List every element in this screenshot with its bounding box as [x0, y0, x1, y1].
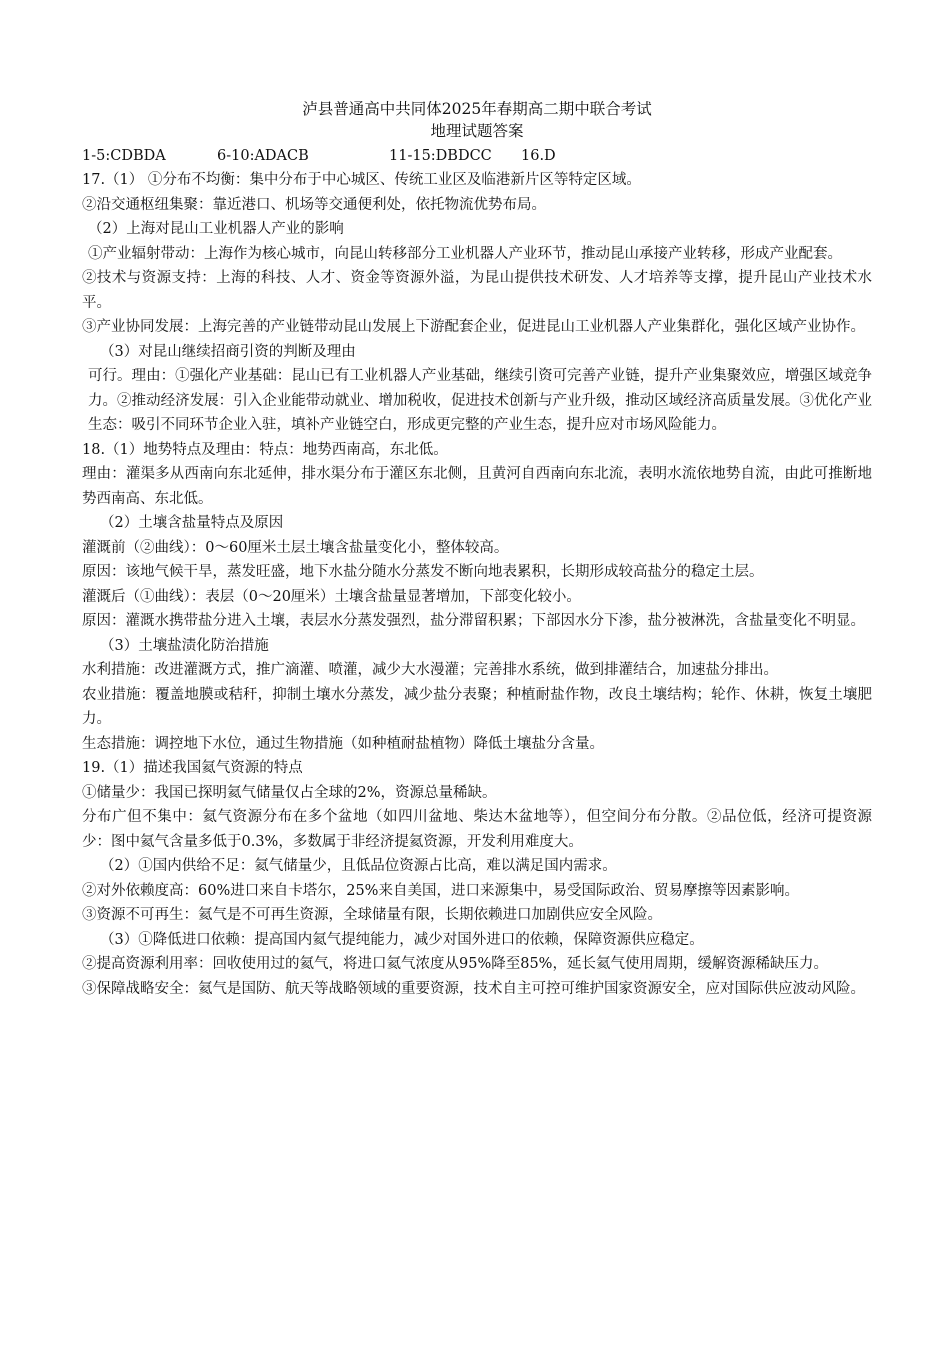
q19-line: ①储量少：我国已探明氦气储量仅占全球的2%，资源总量稀缺。 — [82, 784, 497, 801]
q17-heading: （2）上海对昆山工业机器人产业的影响 — [88, 221, 344, 237]
q18-line: 18.（1）地势特点及理由：特点：地势西南高，东北低。 — [82, 441, 448, 458]
q18-line: 原因：灌溉水携带盐分进入土壤，表层水分蒸发强烈，盐分滞留积累；下部因水分下渗，盐分被淋洗，含盐量变化不明显。 — [82, 613, 865, 629]
q17-line: 可行。理由：①强化产业基础：昆山已有工业机器人产业基础，继续引资可完善产业链，提升产业集聚效应，增强区域竞争力。②推动经济发展：引入企业能带动就业、增加税收，促进技术创新与产业升级，推动区域经济高质量发展。③优化产业生态：吸引不同环节企业入驻，填补产业链空白，形成更完整的产业生态，提升应对市场风险能力。 — [88, 368, 872, 433]
q19-line: ②对外依赖度高：60%进口来自卡塔尔，25%来自美国，进口来源集中，易受国际政治、贸易摩擦等因素影响。 — [82, 882, 799, 899]
answer-sheet — [82, 98, 872, 1001]
answers-1-5: 1-5:CDBDA — [82, 148, 166, 164]
q19-line: （3）①降低进口依赖：提高国内氦气提纯能力，减少对国外进口的依赖，保障资源供应稳定。 — [100, 931, 704, 948]
q18-heading: （2）土壤含盐量特点及原因 — [100, 515, 284, 531]
q17-line: 17.（1） ①分布不均衡：集中分布于中心城区、传统工业区及临港新片区等特定区域。 — [82, 172, 641, 188]
q17-line: ②沿交通枢纽集聚：靠近港口、机场等交通便利处，依托物流优势布局。 — [82, 196, 546, 213]
answers-11-15: 11-15:DBDCC — [389, 148, 492, 164]
q19-line: ②提高资源利用率：回收使用过的氦气，将进口氦气浓度从95%降至85%，延长氦气使用周期，缓解资源稀缺压力。 — [82, 956, 828, 972]
exam-title: 泸县普通高中共同体2025年春期高二期中联合考试 — [302, 100, 652, 118]
q18-line: 生态措施：调控地下水位，通过生物措施（如种植耐盐植物）降低土壤盐分含量。 — [82, 735, 604, 752]
choice-answers — [82, 144, 872, 168]
question-17 — [82, 168, 872, 438]
q17-heading: （3）对昆山继续招商引资的判断及理由 — [100, 343, 356, 360]
answers-6-10: 6-10:ADACB — [217, 148, 309, 164]
q17-line: ②技术与资源支持：上海的科技、人才、资金等资源外溢，为昆山提供技术研发、人才培养等支撑，提升昆山产业技术水平。 — [82, 270, 872, 311]
q19-line: 19.（1）描述我国氦气资源的特点 — [82, 760, 303, 776]
q19-line: （2）①国内供给不足：氦气储量少，且低品位资源占比高，难以满足国内需求。 — [100, 858, 617, 874]
q18-heading: （3）土壤盐渍化防治措施 — [100, 637, 269, 654]
exam-subtitle: 地理试题答案 — [430, 122, 524, 140]
q18-line: 水利措施：改进灌溉方式，推广滴灌、喷灌，减少大水漫灌；完善排水系统，做到排灌结合，加速盐分排出。 — [82, 662, 778, 678]
q18-line: 灌溉后（①曲线）：表层（0～20厘米）土壤含盐量显著增加，下部变化较小。 — [82, 588, 581, 605]
q19-line: 分布广但不集中：氦气资源分布在多个盆地（如四川盆地、柴达木盆地等），但空间分布分散。②品位低，经济可提资源少：图中氦气含量多低于0.3%，多数属于非经济提氦资源，开发利用难度大。 — [82, 809, 872, 850]
question-19 — [82, 756, 872, 1001]
answer-16: 16.D — [521, 148, 556, 164]
q19-line: ③资源不可再生：氦气是不可再生资源，全球储量有限，长期依赖进口加剧供应安全风险。 — [82, 907, 662, 923]
q18-line: 原因：该地气候干旱，蒸发旺盛，地下水盐分随水分蒸发不断向地表累积，长期形成较高盐分的稳定土层。 — [82, 564, 764, 580]
q18-line: 灌溉前（②曲线）：0～60厘米土层土壤含盐量变化小，整体较高。 — [82, 539, 509, 556]
q17-line: ③产业协同发展：上海完善的产业链带动昆山发展上下游配套企业，促进昆山工业机器人产业集群化，强化区域产业协作。 — [82, 319, 865, 335]
q18-line: 农业措施：覆盖地膜或秸秆，抑制土壤水分蒸发，减少盐分表聚；种植耐盐作物，改良土壤结构；轮作、休耕，恢复土壤肥力。 — [82, 686, 872, 727]
q17-line: ①产业辐射带动：上海作为核心城市，向昆山转移部分工业机器人产业环节，推动昆山承接产业转移，形成产业配套。 — [88, 245, 842, 262]
q18-line: 理由：灌渠多从西南向东北延伸，排水渠分布于灌区东北侧，且黄河自西南向东北流，表明水流依地势自流，由此可推断地势西南高、东北低。 — [82, 466, 872, 507]
question-18 — [82, 438, 872, 757]
q19-line: ③保障战略安全：氦气是国防、航天等战略领域的重要资源，技术自主可控可维护国家资源安全，应对国际供应波动风险。 — [82, 980, 865, 997]
